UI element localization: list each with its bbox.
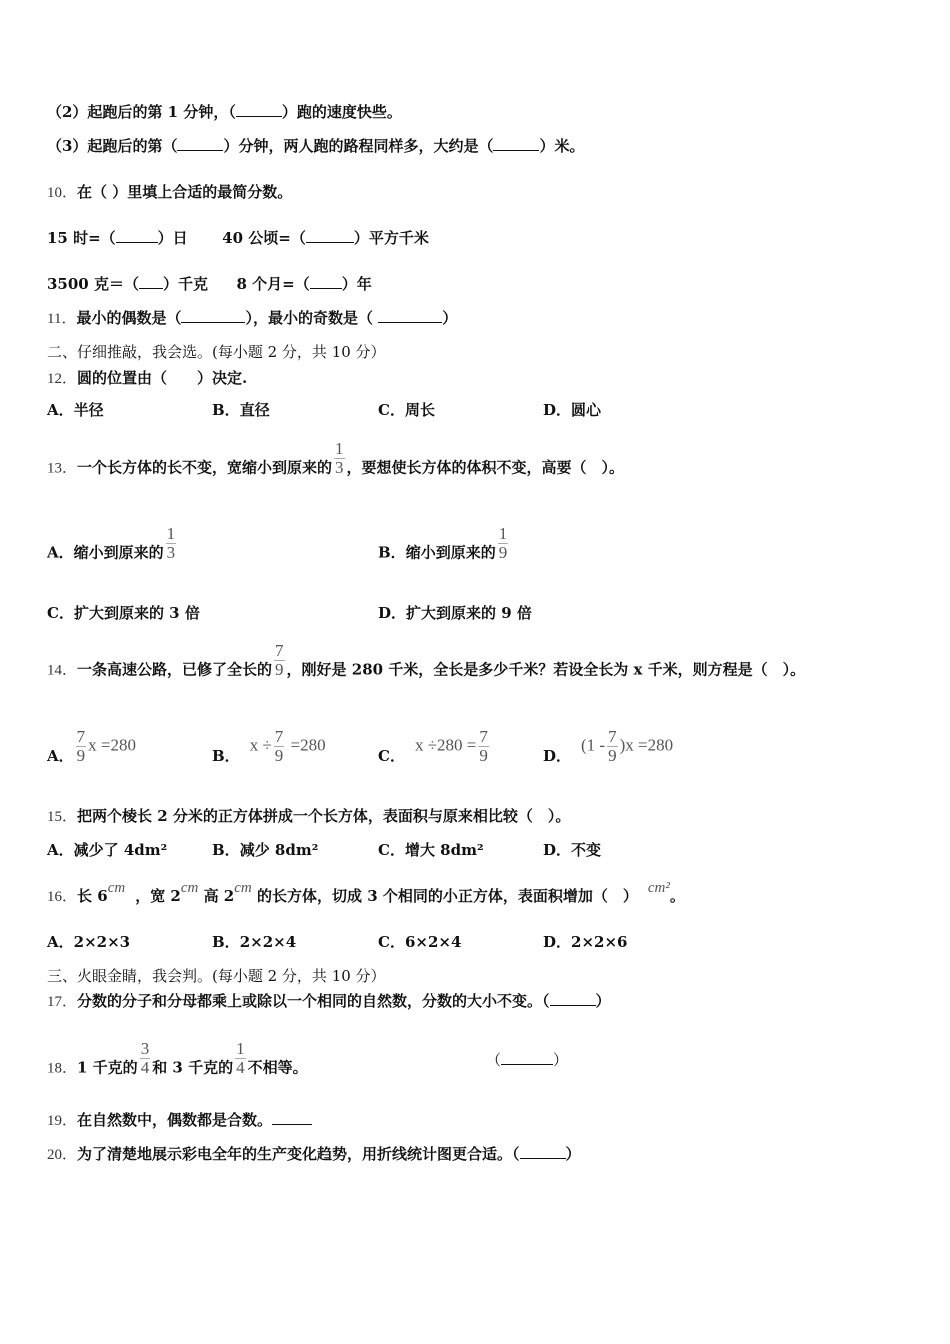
numerator: 1 [498,524,508,543]
q9-sub3-suffix: ）米。 [539,137,585,155]
q12-option-c[interactable] [378,400,435,420]
question-text: 一个长方体的长不变，宽缩小到原来的 [77,458,333,477]
numerator: 1 [335,439,344,458]
fraction [607,728,618,765]
q10-row1 [47,228,429,248]
option-text: 6×2×4 [404,933,462,951]
question-number: 16． [47,889,78,905]
question-number: 10． [47,185,78,201]
fraction [334,440,345,477]
fraction [498,525,509,562]
numerator: 7 [274,727,284,746]
answer-blank[interactable] [116,228,158,243]
numerator: 7 [479,727,488,746]
q16-option-a[interactable] [47,932,130,952]
unit-cm: cm [180,880,199,896]
option-text: 2×2×4 [239,933,297,951]
q14-option-c[interactable] [378,728,491,765]
q10-row1-b-prefix: 40 公顷=（ [222,229,306,247]
option-text: 扩大到原来的 9 倍 [406,604,532,622]
question-number: 20． [47,1147,78,1163]
option-label: B． [212,933,240,951]
q16-option-b[interactable] [212,932,296,952]
unit-cm: cm [107,880,126,896]
q12-option-d[interactable] [543,400,601,420]
answer-blank[interactable] [310,274,342,289]
q10-row2-a-suffix: ）千克 [162,275,208,293]
numerator: 1 [236,1039,245,1058]
q13-option-a[interactable] [47,524,178,572]
answer-blank[interactable] [139,274,163,289]
q10-row1-b-suffix: ）平方千米 [353,229,429,247]
option-label: B． [212,401,240,419]
question-text: 分数的分子和分母都乘上或除以一个相同的自然数，分数的大小不变。（ [77,992,550,1010]
question-number: 17． [47,994,78,1010]
answer-blank[interactable] [236,102,282,117]
q20 [47,1144,581,1165]
question-text: ，宽 2 [135,887,181,905]
option-label: D． [543,401,572,419]
q15 [47,806,570,827]
q16 [47,880,685,907]
fraction [166,525,177,562]
q13-option-d[interactable] [378,603,532,623]
denominator: 3 [166,543,176,562]
fraction [235,1040,246,1077]
q11 [47,308,457,329]
q16-option-c[interactable] [378,932,461,952]
numerator: 3 [140,1039,150,1058]
question-number: 18． [47,1060,78,1077]
q18 [47,1039,308,1087]
q10-row2-b-suffix: ）年 [341,275,372,293]
denominator: 3 [335,458,344,477]
equation-part: x =280 [88,735,136,755]
question-number: 15． [47,809,78,825]
option-label: A． [47,841,74,859]
numerator: 7 [608,727,617,746]
option-text: 周长 [404,401,435,419]
q10-row1-a-prefix: 15 时=（ [47,229,116,247]
option-text: 增大 8dm² [404,841,484,859]
question-text: 不相等。 [247,1058,308,1077]
question-text: 。 [669,887,685,905]
q13-option-c[interactable] [47,603,200,623]
fraction [140,1040,151,1077]
bracket: ） [553,1051,569,1069]
question-text: 在自然数中，偶数都是合数。 [77,1111,273,1129]
numerator: 7 [275,641,284,660]
question-number: 19． [47,1113,78,1129]
question-text-suffix: ） [565,1145,581,1163]
equation-part: x ÷280 = [414,735,477,755]
unit-cm2: cm² [647,880,670,896]
denominator: 9 [479,746,488,765]
q14-option-d[interactable] [543,728,673,765]
question-text: 在（ ）里填上合适的最简分数。 [77,183,293,201]
question-text: 高 2 [198,887,235,905]
bracket: （ [486,1051,502,1069]
answer-blank[interactable] [177,136,223,151]
fraction [76,728,87,765]
denominator: 9 [76,746,86,765]
q13 [47,439,625,487]
question-text-suffix: ，要想使长方体的体积不变，高要（ ）。 [346,458,625,477]
q9-sub3-mid: ）分钟，两人跑的路程同样多，大约是（ [223,137,494,155]
denominator: 4 [140,1058,150,1077]
option-text: 扩大到原来的 3 倍 [73,604,200,622]
answer-blank[interactable] [550,991,596,1006]
question-text: 为了清楚地展示彩电全年的生产变化趋势，用折线统计图更合适。（ [77,1145,520,1163]
q19 [47,1110,312,1131]
q12-option-a[interactable] [47,400,104,420]
answer-blank[interactable] [493,136,539,151]
option-label: D． [543,933,572,951]
option-text: 减少了 4dm² [73,841,168,859]
fraction [478,728,489,765]
option-label: A． [47,543,74,562]
option-label: C． [47,604,74,622]
option-text: 半径 [73,401,104,419]
answer-blank[interactable] [501,1050,553,1065]
q15-option-d[interactable] [543,840,601,860]
option-label: D． [543,841,572,859]
q12 [47,368,247,389]
fraction [274,642,285,679]
option-text: 缩小到原来的 [405,543,496,562]
question-text-suffix: ，刚好是 280 千米，全长是多少千米？若设全长为 x 千米，则方程是（ ）。 [286,660,806,679]
equation-part: =280 [286,735,326,755]
q16-option-d[interactable] [543,932,627,952]
question-number: 11． [47,311,77,327]
q14-option-b[interactable] [212,728,326,765]
answer-blank[interactable] [181,308,245,323]
option-label: D． [378,604,407,622]
option-label: C． [378,841,405,859]
option-text: 缩小到原来的 [73,543,164,562]
q9-sub2-suffix: ）跑的速度快些。 [281,103,402,121]
denominator: 9 [274,746,284,765]
question-number: 14． [47,662,78,679]
option-text: 直径 [239,401,270,419]
q15-option-b[interactable] [212,840,318,860]
option-text: 2×2×3 [73,933,131,951]
option-label: C． [378,746,405,765]
numerator: 7 [76,727,86,746]
q10-row2-b-prefix: 8 个月=（ [236,275,310,293]
option-label: A． [47,401,74,419]
option-label: D． [543,746,572,765]
q17 [47,991,611,1012]
q11-suffix: ） [442,309,458,327]
option-label: B． [212,841,240,859]
question-text: 一条高速公路，已修了全长的 [77,660,273,679]
q11-prefix: 最小的偶数是（ [76,309,182,327]
question-text: 圆的位置由（ ）决定. [77,369,248,387]
question-text: 和 3 千克的 [152,1058,234,1077]
equation-part: (1 - [581,735,606,755]
denominator: 9 [608,746,617,765]
answer-blank[interactable] [272,1110,312,1125]
option-label: C． [378,933,405,951]
q9-sub2-prefix: （2）起跑后的第 1 分钟，（ [47,103,236,121]
answer-blank[interactable] [306,228,354,243]
option-label: B． [378,543,406,562]
fraction [274,728,285,765]
question-text: 把两个棱长 2 分米的正方体拼成一个长方体，表面积与原来相比较（ ）。 [77,807,571,825]
section-2-title: 二、仔细推敲，我会选。(每小题 2 分，共 10 分） [47,343,386,361]
q18-answer [486,1050,568,1070]
q13-option-b[interactable] [378,524,510,572]
option-label: B． [212,746,240,765]
option-label: A． [47,933,74,951]
answer-blank[interactable] [378,308,442,323]
q10-row2-a-prefix: 3500 克＝（ [47,275,139,293]
q14 [47,641,806,689]
q9-sub2 [47,102,402,122]
question-number: 13． [47,460,78,477]
q15-option-c[interactable] [378,840,484,860]
q9-sub3-prefix: （3）起跑后的第（ [47,137,178,155]
q10-title [47,182,292,203]
q10-row1-a-suffix: ）日 [157,229,188,247]
question-text: 长 6 [77,887,108,905]
option-label: A． [47,746,74,765]
equation-part: x ÷ [249,735,272,755]
q12-option-b[interactable] [212,400,270,420]
q9-sub3 [47,136,584,156]
unit-cm: cm [234,880,252,896]
denominator: 4 [236,1058,245,1077]
answer-blank[interactable] [520,1144,566,1159]
option-text: 减少 8dm² [239,841,319,859]
q14-option-a[interactable] [47,728,136,765]
option-label: C． [378,401,405,419]
question-text: 1 千克的 [77,1058,138,1077]
question-text: 的长方体，切成 3 个相同的小正方体，表面积增加（ ） [251,887,638,905]
denominator: 9 [498,543,508,562]
q11-mid: ），最小的奇数是（ [245,309,379,327]
option-text: 圆心 [571,401,602,419]
q15-option-a[interactable] [47,840,167,860]
option-text: 不变 [571,841,602,859]
numerator: 1 [166,524,176,543]
question-number: 12． [47,371,78,387]
q10-row2 [47,274,372,294]
question-text-suffix: ） [595,992,611,1010]
section-3-title: 三、火眼金睛，我会判。(每小题 2 分，共 10 分） [47,967,386,985]
option-text: 2×2×6 [571,933,628,951]
equation-part: )x =280 [619,735,674,755]
denominator: 9 [275,660,284,679]
